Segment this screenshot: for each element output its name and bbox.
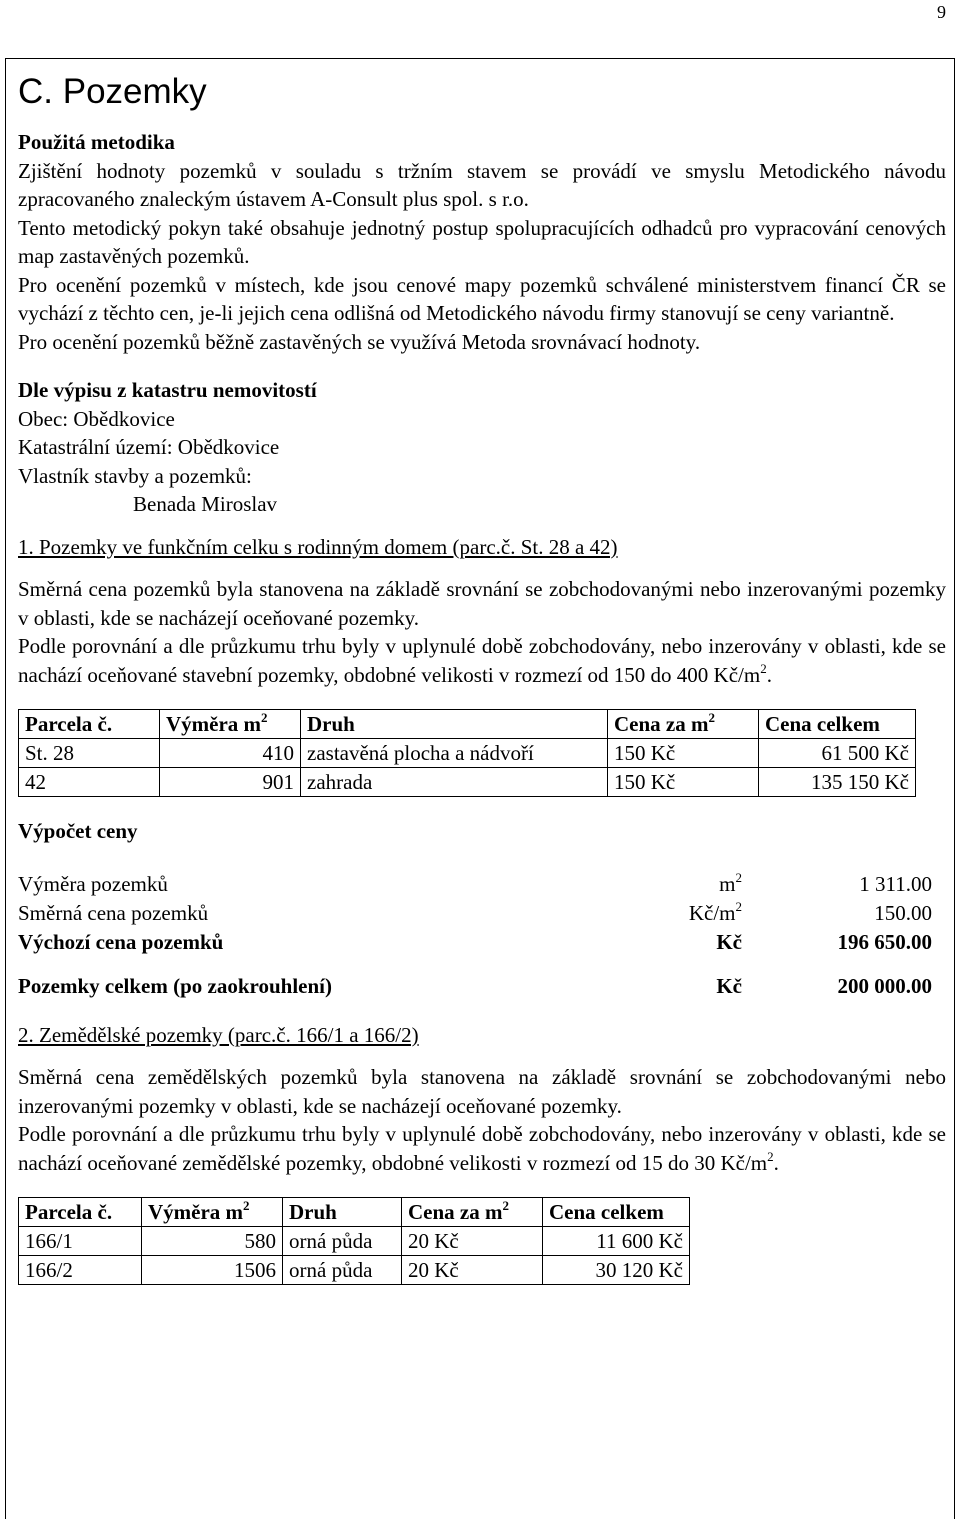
methodology-paragraph: Pro ocenění pozemků běžně zastavěných se využívá Metoda srovnávací hodnoty. [18, 329, 701, 354]
calc-total-unit: Kč [716, 973, 742, 998]
price-calculation [18, 870, 932, 1001]
calc-label: Výchozí cena pozemků [18, 929, 224, 954]
calc-label: Výměra pozemků [18, 871, 168, 896]
calc-heading: Výpočet ceny [18, 819, 138, 843]
cell-area: 1506 [142, 1256, 283, 1285]
cell-price: 150 Kč [608, 739, 759, 768]
header-price: Cena za $m^2$ [608, 710, 759, 739]
calc-label: Směrná cena pozemků [18, 900, 209, 925]
table-header-row [19, 1198, 690, 1227]
cadastre-area: Katastrální území: Obědkovice [18, 435, 280, 459]
owner-label: Vlastník stavby a pozemků: [18, 463, 252, 488]
table-row [19, 1227, 690, 1256]
cell-type: zastavěná plocha a nádvoří [301, 739, 608, 768]
table-row [19, 739, 916, 768]
cell-type: orná půda [283, 1227, 402, 1256]
part2-parcel-table [18, 1197, 690, 1285]
header-total: Cena celkem [543, 1198, 690, 1227]
calc-total-label: Pozemky celkem (po zaokrouhlení) [18, 973, 332, 998]
calc-row [18, 870, 932, 899]
calc-value: 150.00 [874, 900, 932, 925]
methodology-paragraph: Tento metodický pokyn také obsahuje jednotný postup spolupracujících odhadců pro vypracování cenových map zastavěných pozemků. [18, 215, 946, 268]
owner-name: Benada Miroslav [133, 492, 278, 516]
methodology-heading: Použitá metodika [18, 130, 175, 154]
cell-total: 61 500 Kč [759, 739, 916, 768]
methodology-paragraph: Zjištění hodnoty pozemků v souladu s tržním stavem se provádí ve smyslu Metodického návodu zpracovaného znaleckým ústavem A-Consult plus spol. s r.o. [18, 158, 946, 211]
methodology-paragraph: Pro ocenění pozemků v místech, kde jsou cenové mapy pozemků schválené ministerstvem financí ČR se vychází z těchto cen, je-li jejich cena odlišná od Metodického návodu firmy stanovují se ceny variantně. [18, 272, 946, 325]
cell-price: 150 Kč [608, 768, 759, 797]
calc-row [18, 928, 932, 957]
cell-total: 135 150 Kč [759, 768, 916, 797]
cell-price: 20 Kč [402, 1256, 543, 1285]
header-type: Druh [283, 1198, 402, 1227]
part2-heading: 2. Zemědělské pozemky (parc.č. 166/1 a 166/2) [18, 1022, 419, 1047]
cell-price: 20 Kč [402, 1227, 543, 1256]
part1-paragraph: Směrná cena pozemků byla stanovena na základě srovnání se zobchodovanými nebo inzerovanými pozemky v oblasti, kde se nacházejí oceňované pozemky. [18, 577, 946, 630]
page-content [18, 70, 946, 1285]
table-row [19, 768, 916, 797]
cadastre-municipality: Obec: Obědkovice [18, 406, 175, 431]
cell-type: orná půda [283, 1256, 402, 1285]
part2-paragraph: Směrná cena zemědělských pozemků byla stanovena na základě srovnání se zobchodovanými nebo inzerovanými pozemky v oblasti, kde se nacházejí oceňované pozemky. [18, 1065, 946, 1118]
part1-heading: 1. Pozemky ve funkčním celku s rodinným domem (parc.č. St. 28 a 42) [18, 534, 618, 559]
cell-parcel: St. 28 [19, 739, 160, 768]
header-parcel: Parcela č. [19, 710, 160, 739]
section-title: C. Pozemky [18, 72, 207, 111]
cell-area: 410 [160, 739, 301, 768]
cell-parcel: 42 [19, 768, 160, 797]
page-number: 9 [937, 2, 946, 22]
header-area: Výměra $m^2$ [142, 1198, 283, 1227]
table-header-row [19, 710, 916, 739]
header-area: Výměra $m^2$ [160, 710, 301, 739]
table-row [19, 1256, 690, 1285]
calc-unit: $m^2$ [719, 869, 742, 896]
header-parcel: Parcela č. [19, 1198, 142, 1227]
cell-area: 901 [160, 768, 301, 797]
cell-parcel: 166/2 [19, 1256, 142, 1285]
cell-total: 30 120 Kč [543, 1256, 690, 1285]
part2-paragraph: Podle porovnání a dle průzkumu trhu byly v uplynulé době zobchodovány, nebo inzerovány v oblasti, kde se nachází oceňované zemědělské pozemky, obdobné velikosti v rozmezí od 15 do 30 $Kč/m^2$. [18, 1122, 946, 1175]
calc-row [18, 899, 932, 928]
header-total: Cena celkem [759, 710, 916, 739]
calc-total-row [18, 972, 932, 1001]
calc-unit: Kč [716, 929, 742, 954]
calc-total-value: 200 000.00 [837, 973, 932, 998]
part1-parcel-table [18, 709, 916, 797]
header-type: Druh [301, 710, 608, 739]
cell-parcel: 166/1 [19, 1227, 142, 1256]
cell-area: 580 [142, 1227, 283, 1256]
cadastre-heading: Dle výpisu z katastru nemovitostí [18, 378, 317, 402]
calc-value: 1 311.00 [859, 871, 932, 896]
part1-paragraph: Podle porovnání a dle průzkumu trhu byly v uplynulé době zobchodovány, nebo inzerovány v oblasti, kde se nachází oceňované stavební pozemky, obdobné velikosti v rozmezí od 150 do 400 $Kč/m^2$. [18, 634, 946, 687]
cell-type: zahrada [301, 768, 608, 797]
calc-value: 196 650.00 [837, 929, 932, 954]
header-price: Cena za $m^2$ [402, 1198, 543, 1227]
calc-unit: $Kč/m^2$ [688, 898, 742, 925]
cell-total: 11 600 Kč [543, 1227, 690, 1256]
